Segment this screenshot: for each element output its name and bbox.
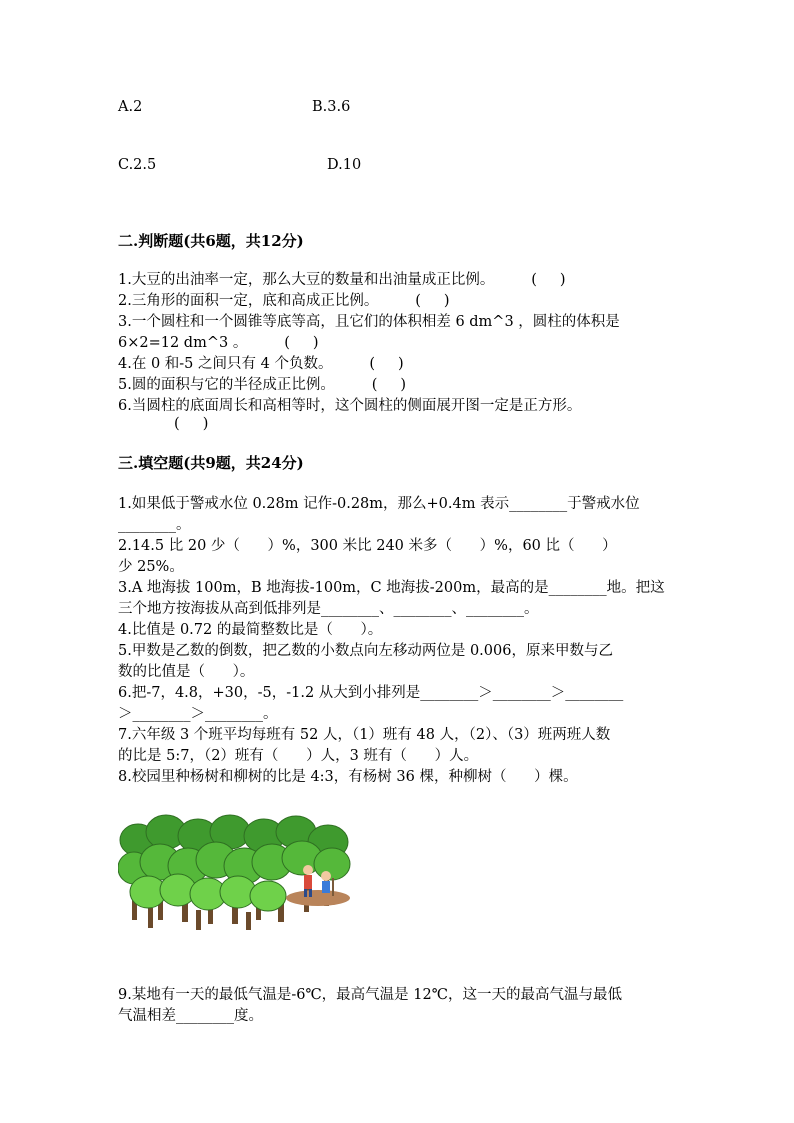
fill-question-9-cont: 气温相差________度。: [118, 1008, 263, 1024]
fill-question-2-cont: 少 25%。: [118, 559, 184, 575]
fill-question-9: 9.某地有一天的最低气温是-6℃，最高气温是 12℃，这一天的最高气温与最低: [118, 987, 622, 1003]
fill-question-7-cont: 的比是 5:7，（2）班有（ ）人，3 班有（ ）人。: [118, 748, 479, 764]
tree-canopy-front: [130, 874, 286, 911]
fill-question-5-cont: 数的比值是（ ）。: [118, 664, 255, 680]
fill-question-5: 5.甲数是乙数的倒数，把乙数的小数点向左移动两位是 0.006，原来甲数与乙: [118, 643, 613, 659]
section3-heading: 三.填空题(共9题，共24分): [118, 454, 304, 472]
fill-question-4: 4.比值是 0.72 的最简整数比是（ ）。: [118, 622, 383, 638]
judge-question-4: 4.在 0 和-5 之间只有 4 个负数。 ( ): [118, 356, 404, 372]
fill-question-6-cont: ＞________＞________。: [118, 706, 278, 722]
section2-heading: 二.判断题(共6题，共12分): [118, 232, 304, 250]
fill-question-3-cont: 三个地方按海拔从高到低排列是________、________、________。: [118, 601, 539, 617]
judge-question-1: 1.大豆的出油率一定，那么大豆的数量和出油量成正比例。 ( ): [118, 272, 566, 288]
choice-b: B.3.6: [312, 99, 351, 115]
choice-c: C.2.5: [118, 157, 157, 173]
choice-a: A.2: [118, 99, 143, 115]
judge-question-6: 6.当圆柱的底面周长和高相等时，这个圆柱的侧面展开图一定是正方形。: [118, 398, 582, 414]
judge-question-2: 2.三角形的面积一定，底和高成正比例。 ( ): [118, 293, 450, 309]
judge-question-5: 5.圆的面积与它的半径成正比例。 ( ): [118, 377, 407, 393]
judge-question-6-bracket: ( ): [174, 416, 209, 432]
trees-illustration: [118, 812, 363, 942]
choice-d: D.10: [327, 157, 362, 173]
judge-question-3-cont: 6×2=12 dm^3 。 ( ): [118, 335, 319, 351]
fill-question-6: 6.把-7，4.8，+30，-5，-1.2 从大到小排列是________＞________＞________: [118, 685, 624, 701]
fill-question-1-cont: ________。: [118, 517, 191, 533]
fill-question-1: 1.如果低于警戒水位 0.28m 记作-0.28m，那么+0.4m 表示________于警戒水位: [118, 496, 640, 512]
judge-question-3: 3.一个圆柱和一个圆锥等底等高，且它们的体积相差 6 dm^3 ，圆柱的体积是: [118, 314, 620, 330]
fill-question-3: 3.A 地海拔 100m，B 地海拔-100m，C 地海拔-200m，最高的是________地。把这: [118, 580, 665, 596]
fill-question-7: 7.六年级 3 个班平均每班有 52 人，（1）班有 48 人，（2）、（3）班两班人数: [118, 727, 611, 743]
fill-question-8: 8.校园里种杨树和柳树的比是 4:3，有杨树 36 棵，种柳树（ ）棵。: [118, 769, 578, 785]
fill-question-2: 2.14.5 比 20 少（ ）%，300 米比 240 米多（ ）%，60 比（ ）: [118, 538, 617, 554]
